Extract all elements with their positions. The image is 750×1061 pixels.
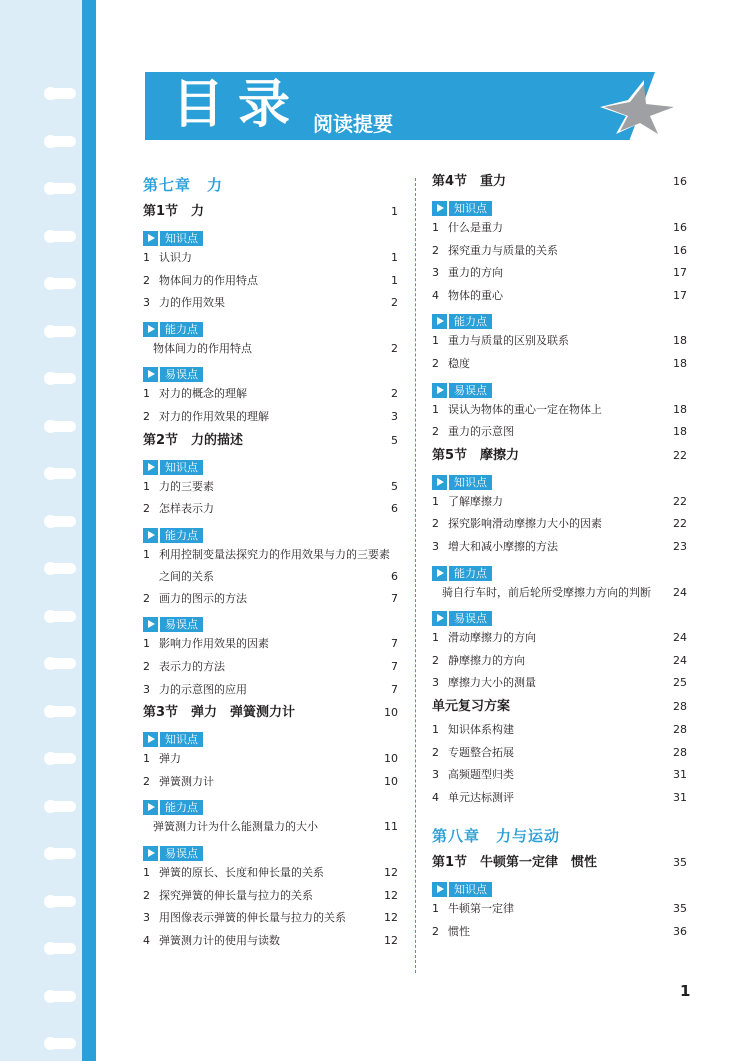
tag-badge bbox=[432, 314, 492, 329]
item-title: 弹簧测力计为什么能测量力的大小 bbox=[153, 820, 318, 834]
item-number: 1 bbox=[143, 251, 150, 264]
item-title: 利用控制变量法探究力的作用效果与力的三要素之间的关系 bbox=[159, 547, 390, 583]
toc-item[interactable] bbox=[143, 907, 398, 930]
item-number: 3 bbox=[143, 296, 150, 310]
toc-item[interactable] bbox=[432, 421, 687, 444]
section-title: 单元复习方案 bbox=[432, 698, 511, 714]
tag-badge bbox=[143, 231, 203, 246]
play-arrow-icon bbox=[143, 846, 158, 861]
item-number: 1 bbox=[432, 402, 439, 416]
category-tag bbox=[143, 224, 398, 247]
item-title: 惯性 bbox=[448, 924, 470, 938]
item-page: 7 bbox=[391, 591, 398, 605]
toc-section[interactable] bbox=[143, 429, 398, 453]
binding-ring bbox=[46, 183, 76, 194]
section-title: 第1节 力 bbox=[143, 204, 205, 219]
item-title: 弹簧的原长、长度和伸长量的关系 bbox=[159, 865, 324, 879]
item-page: 12 bbox=[384, 933, 398, 947]
item-title: 弹簧测力计 bbox=[159, 774, 214, 788]
item-title: 表示力的方法 bbox=[159, 659, 225, 673]
item-title: 探究影响滑动摩擦力大小的因素 bbox=[448, 517, 602, 531]
item-page: 18 bbox=[673, 334, 687, 348]
toc-item[interactable] bbox=[143, 270, 398, 293]
item-number: 1 bbox=[432, 902, 439, 916]
play-arrow-icon bbox=[143, 800, 158, 815]
toc-item[interactable] bbox=[143, 247, 398, 270]
tag-label: 知识点 bbox=[160, 732, 203, 747]
item-number: 1 bbox=[432, 494, 439, 508]
item-title: 弹力 bbox=[159, 752, 181, 766]
binding-ring bbox=[46, 88, 76, 99]
item-number: 2 bbox=[432, 517, 439, 531]
toc-item[interactable] bbox=[143, 498, 398, 521]
page-subtitle: 阅读提要 bbox=[313, 112, 393, 136]
binding-ring bbox=[46, 896, 76, 907]
page-title: 目录 bbox=[172, 75, 305, 135]
toc-section[interactable] bbox=[432, 170, 687, 194]
section-page: 1 bbox=[391, 205, 398, 218]
toc-item[interactable] bbox=[432, 582, 687, 605]
item-number: 4 bbox=[143, 933, 150, 947]
tag-label: 能力点 bbox=[160, 528, 203, 543]
toc-item[interactable] bbox=[143, 588, 398, 611]
item-number: 4 bbox=[432, 288, 439, 302]
item-page: 36 bbox=[673, 924, 687, 938]
toc-item[interactable] bbox=[432, 513, 687, 536]
play-arrow-icon bbox=[432, 882, 447, 897]
binding-ring bbox=[46, 801, 76, 812]
binding-ring bbox=[46, 991, 76, 1002]
item-title: 专题整合拓展 bbox=[448, 745, 514, 759]
item-title: 怎样表示力 bbox=[159, 502, 214, 516]
tag-badge bbox=[143, 617, 203, 632]
item-number: 1 bbox=[143, 479, 150, 493]
item-title: 物体间力的作用特点 bbox=[159, 273, 258, 287]
play-arrow-icon bbox=[432, 475, 447, 490]
item-page: 12 bbox=[384, 865, 398, 879]
item-number: 3 bbox=[432, 539, 439, 553]
item-page: 25 bbox=[673, 676, 687, 690]
item-page: 6 bbox=[391, 502, 398, 516]
play-arrow-icon bbox=[143, 732, 158, 747]
item-number: 2 bbox=[432, 745, 439, 759]
toc-item[interactable] bbox=[143, 930, 398, 953]
star-shape bbox=[604, 84, 674, 134]
item-page: 31 bbox=[673, 768, 687, 782]
toc-item[interactable] bbox=[143, 633, 398, 656]
toc-item[interactable] bbox=[432, 672, 687, 695]
item-page: 10 bbox=[384, 752, 398, 766]
section-page: 28 bbox=[673, 699, 687, 713]
star-icon bbox=[600, 76, 680, 140]
item-number: 4 bbox=[432, 790, 439, 804]
binding-ring bbox=[46, 563, 76, 574]
item-title: 用图像表示弹簧的伸长量与拉力的关系 bbox=[159, 911, 346, 925]
item-title: 单元达标测评 bbox=[448, 790, 514, 804]
item-title: 滑动摩擦力的方向 bbox=[448, 631, 536, 645]
section-title: 第1节 牛顿第一定律 惯性 bbox=[432, 855, 598, 871]
toc-item[interactable] bbox=[143, 338, 398, 361]
item-number: 2 bbox=[143, 659, 150, 673]
item-number: 2 bbox=[143, 409, 150, 423]
item-title: 力的三要素 bbox=[159, 479, 214, 493]
item-title: 认识力 bbox=[159, 251, 192, 264]
column-divider bbox=[415, 178, 416, 973]
item-title: 了解摩擦力 bbox=[448, 494, 503, 508]
item-title: 重力与质量的区别及联系 bbox=[448, 334, 569, 348]
item-number: 1 bbox=[143, 547, 150, 561]
item-title: 稳度 bbox=[448, 356, 470, 370]
play-arrow-icon bbox=[143, 322, 158, 337]
item-page: 2 bbox=[391, 387, 398, 401]
tag-label: 能力点 bbox=[160, 322, 203, 337]
toc-item[interactable] bbox=[143, 816, 398, 839]
tag-badge bbox=[432, 383, 492, 398]
toc-item[interactable] bbox=[432, 491, 687, 514]
item-number: 2 bbox=[432, 356, 439, 370]
toc-item[interactable] bbox=[143, 544, 398, 588]
category-tag bbox=[143, 453, 398, 476]
tag-label: 易误点 bbox=[449, 611, 492, 626]
binding-ring bbox=[46, 516, 76, 527]
binding-ring bbox=[46, 231, 76, 242]
item-number: 2 bbox=[143, 774, 150, 788]
toc-item[interactable] bbox=[432, 719, 687, 742]
binding-ring bbox=[46, 421, 76, 432]
item-page: 23 bbox=[673, 539, 687, 553]
item-page: 11 bbox=[384, 820, 398, 834]
binding-ring bbox=[46, 848, 76, 859]
item-number: 1 bbox=[432, 221, 439, 234]
item-page: 24 bbox=[673, 631, 687, 645]
category-tag bbox=[143, 610, 398, 633]
tag-label: 知识点 bbox=[160, 231, 203, 246]
item-number: 1 bbox=[432, 722, 439, 736]
item-title: 骑自行车时，前后轮所受摩擦力方向的判断 bbox=[442, 585, 651, 599]
tag-badge bbox=[432, 611, 492, 626]
item-page: 18 bbox=[673, 425, 687, 439]
toc-item[interactable] bbox=[432, 536, 687, 559]
item-number: 1 bbox=[432, 631, 439, 645]
binding-ring bbox=[46, 611, 76, 622]
toc-item[interactable] bbox=[432, 787, 687, 810]
category-tag bbox=[143, 315, 398, 338]
tag-label: 能力点 bbox=[160, 800, 203, 815]
toc-item[interactable] bbox=[432, 627, 687, 650]
tag-label: 知识点 bbox=[449, 201, 492, 216]
tag-badge bbox=[143, 846, 203, 861]
toc-section[interactable] bbox=[143, 701, 398, 725]
tag-badge bbox=[143, 322, 203, 337]
play-arrow-icon bbox=[143, 460, 158, 475]
item-page: 24 bbox=[673, 585, 687, 599]
toc-item[interactable] bbox=[143, 885, 398, 908]
toc-item[interactable] bbox=[143, 679, 398, 702]
tag-badge bbox=[143, 367, 203, 382]
item-title: 对力的概念的理解 bbox=[159, 387, 247, 401]
item-page: 12 bbox=[384, 911, 398, 925]
item-page: 1 bbox=[391, 273, 398, 287]
toc-item[interactable] bbox=[143, 292, 398, 315]
item-number: 2 bbox=[143, 502, 150, 516]
item-number: 2 bbox=[432, 653, 439, 667]
play-arrow-icon bbox=[432, 566, 447, 581]
play-arrow-icon bbox=[143, 617, 158, 632]
tag-badge bbox=[432, 475, 492, 490]
tag-badge bbox=[143, 528, 203, 543]
item-title: 牛顿第一定律 bbox=[448, 902, 514, 916]
item-page: 7 bbox=[391, 659, 398, 673]
tag-badge bbox=[432, 566, 492, 581]
category-tag bbox=[143, 725, 398, 748]
item-number: 3 bbox=[432, 676, 439, 690]
category-tag bbox=[143, 793, 398, 816]
play-arrow-icon bbox=[432, 383, 447, 398]
item-page: 24 bbox=[673, 653, 687, 667]
item-title: 对力的作用效果的理解 bbox=[159, 409, 269, 423]
binding-ring bbox=[46, 373, 76, 384]
item-title: 影响力作用效果的因素 bbox=[159, 637, 269, 651]
toc-section[interactable] bbox=[432, 851, 687, 875]
item-title: 物体间力的作用特点 bbox=[153, 341, 252, 355]
category-tag bbox=[432, 307, 687, 330]
toc-item[interactable] bbox=[432, 921, 687, 944]
play-arrow-icon bbox=[432, 314, 447, 329]
item-page: 3 bbox=[391, 409, 398, 423]
play-arrow-icon bbox=[143, 528, 158, 543]
category-tag bbox=[143, 839, 398, 862]
toc-item[interactable] bbox=[432, 285, 687, 308]
binding-ring bbox=[46, 326, 76, 337]
binding-ring bbox=[46, 1038, 76, 1049]
item-title: 重力的示意图 bbox=[448, 425, 514, 439]
item-title: 静摩擦力的方向 bbox=[448, 653, 525, 667]
play-arrow-icon bbox=[432, 201, 447, 216]
toc-item[interactable] bbox=[432, 330, 687, 353]
toc-item[interactable] bbox=[143, 771, 398, 794]
item-number: 2 bbox=[432, 924, 439, 938]
tag-label: 易误点 bbox=[160, 367, 203, 382]
toc-section[interactable] bbox=[432, 695, 687, 719]
toc-right-column bbox=[432, 170, 687, 943]
section-title: 第4节 重力 bbox=[432, 174, 507, 189]
toc-item[interactable] bbox=[432, 764, 687, 787]
item-title: 力的作用效果 bbox=[159, 296, 225, 310]
item-number: 1 bbox=[432, 334, 439, 348]
item-page: 28 bbox=[673, 722, 687, 736]
item-page: 31 bbox=[673, 790, 687, 804]
section-page: 5 bbox=[391, 433, 398, 447]
item-page: 18 bbox=[673, 356, 687, 370]
item-number: 3 bbox=[432, 768, 439, 782]
section-title: 第5节 摩擦力 bbox=[432, 447, 520, 463]
toc-item[interactable] bbox=[432, 217, 687, 240]
item-title: 物体的重心 bbox=[448, 288, 503, 302]
binding-ring bbox=[46, 753, 76, 764]
tag-label: 易误点 bbox=[160, 846, 203, 861]
toc-item[interactable] bbox=[432, 742, 687, 765]
chapter-heading: 第七章 力 bbox=[143, 176, 224, 194]
toc-item[interactable] bbox=[143, 383, 398, 406]
item-page: 1 bbox=[391, 251, 398, 264]
item-page: 2 bbox=[391, 341, 398, 355]
category-tag bbox=[143, 360, 398, 383]
tag-badge bbox=[432, 201, 492, 216]
toc-item[interactable] bbox=[143, 862, 398, 885]
item-title: 什么是重力 bbox=[448, 221, 503, 234]
item-number: 1 bbox=[143, 387, 150, 401]
section-title: 第2节 力的描述 bbox=[143, 432, 244, 448]
section-title: 第3节 弹力 弹簧测力计 bbox=[143, 705, 296, 721]
item-page: 7 bbox=[391, 637, 398, 651]
play-arrow-icon bbox=[432, 611, 447, 626]
binding-ring bbox=[46, 136, 76, 147]
item-title: 增大和减小摩擦的方法 bbox=[448, 539, 558, 553]
category-tag bbox=[432, 875, 687, 898]
toc-item[interactable] bbox=[143, 406, 398, 429]
item-page: 17 bbox=[673, 266, 687, 280]
binding-ring bbox=[46, 943, 76, 954]
item-page: 7 bbox=[391, 682, 398, 696]
category-tag bbox=[432, 376, 687, 399]
tag-label: 知识点 bbox=[160, 460, 203, 475]
item-title: 探究弹簧的伸长量与拉力的关系 bbox=[159, 888, 313, 902]
binding-ring bbox=[46, 468, 76, 479]
toc-item[interactable] bbox=[432, 399, 687, 422]
item-page: 22 bbox=[673, 494, 687, 508]
item-number: 1 bbox=[143, 865, 150, 879]
category-tag bbox=[432, 559, 687, 582]
section-page: 35 bbox=[673, 856, 687, 870]
item-page: 16 bbox=[673, 243, 687, 257]
chapter-heading: 第八章 力与运动 bbox=[432, 827, 561, 846]
spine-edge-bar bbox=[82, 0, 96, 1061]
tag-label: 易误点 bbox=[160, 617, 203, 632]
item-page: 35 bbox=[673, 902, 687, 916]
toc-item[interactable] bbox=[432, 240, 687, 263]
toc-item[interactable] bbox=[432, 898, 687, 921]
tag-badge bbox=[143, 800, 203, 815]
item-number: 3 bbox=[143, 911, 150, 925]
item-title: 摩擦力大小的测量 bbox=[448, 676, 536, 690]
play-arrow-icon bbox=[143, 367, 158, 382]
item-number: 3 bbox=[143, 682, 150, 696]
item-page: 12 bbox=[384, 888, 398, 902]
binding-ring bbox=[46, 658, 76, 669]
section-page: 10 bbox=[384, 706, 398, 720]
item-page: 17 bbox=[673, 288, 687, 302]
category-tag bbox=[432, 468, 687, 491]
item-page: 6 bbox=[391, 569, 398, 583]
item-title: 探究重力与质量的关系 bbox=[448, 243, 558, 257]
item-title: 弹簧测力计的使用与读数 bbox=[159, 933, 280, 947]
item-title: 误认为物体的重心一定在物体上 bbox=[448, 402, 602, 416]
toc-item[interactable] bbox=[143, 748, 398, 771]
item-page: 28 bbox=[673, 745, 687, 759]
category-tag bbox=[432, 604, 687, 627]
category-tag bbox=[143, 521, 398, 544]
tag-label: 能力点 bbox=[449, 566, 492, 581]
toc-item[interactable] bbox=[143, 476, 398, 499]
item-number: 1 bbox=[143, 637, 150, 651]
item-title: 重力的方向 bbox=[448, 266, 503, 280]
item-number: 2 bbox=[432, 425, 439, 439]
tag-badge bbox=[143, 460, 203, 475]
item-title: 画力的图示的方法 bbox=[159, 591, 247, 605]
binding-ring bbox=[46, 706, 76, 717]
toc-section[interactable] bbox=[143, 200, 398, 224]
section-page: 22 bbox=[673, 448, 687, 462]
toc-left-column bbox=[143, 170, 398, 952]
toc-item[interactable] bbox=[432, 353, 687, 376]
item-title: 知识体系构建 bbox=[448, 722, 514, 736]
tag-label: 知识点 bbox=[449, 475, 492, 490]
item-number: 2 bbox=[432, 243, 439, 257]
category-tag bbox=[432, 194, 687, 217]
item-page: 10 bbox=[384, 774, 398, 788]
item-number: 2 bbox=[143, 273, 150, 287]
tag-label: 易误点 bbox=[449, 383, 492, 398]
item-number: 3 bbox=[432, 266, 439, 280]
toc-item[interactable] bbox=[432, 262, 687, 285]
tag-label: 知识点 bbox=[449, 882, 492, 897]
item-number: 2 bbox=[143, 591, 150, 605]
item-page: 5 bbox=[391, 479, 398, 493]
tag-badge bbox=[432, 882, 492, 897]
page-number: 1 bbox=[680, 982, 691, 1000]
item-page: 16 bbox=[673, 221, 687, 234]
item-page: 22 bbox=[673, 517, 687, 531]
item-title: 力的示意图的应用 bbox=[159, 682, 247, 696]
binding-ring bbox=[46, 278, 76, 289]
section-page: 16 bbox=[673, 175, 687, 188]
tag-badge bbox=[143, 732, 203, 747]
item-page: 2 bbox=[391, 296, 398, 310]
tag-label: 能力点 bbox=[449, 314, 492, 329]
toc-section[interactable] bbox=[432, 444, 687, 468]
item-number: 1 bbox=[143, 752, 150, 766]
play-arrow-icon bbox=[143, 231, 158, 246]
item-page: 18 bbox=[673, 402, 687, 416]
toc-item[interactable] bbox=[432, 650, 687, 673]
item-number: 2 bbox=[143, 888, 150, 902]
item-title: 高频题型归类 bbox=[448, 768, 514, 782]
toc-item[interactable] bbox=[143, 656, 398, 679]
